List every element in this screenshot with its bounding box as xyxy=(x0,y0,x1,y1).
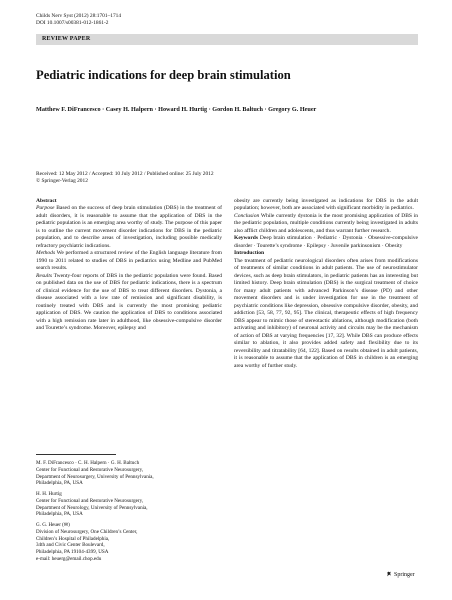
results-label: Results xyxy=(36,272,53,279)
affiliation-line: Children’s Hospital of Philadelphia, xyxy=(36,535,110,542)
copyright-line: © Springer-Verlag 2012 xyxy=(36,178,88,184)
conclusion-text: While currently dystonia is the most promising application of DBS in the pediatric population, multiple conditions currently being investigated in adults also afflict children and adolescents, and thus warrant further research. xyxy=(234,212,418,234)
affiliation-line: H. H. Hurtig xyxy=(36,491,62,497)
publisher-name: Springer xyxy=(394,572,415,578)
abstract-heading: Abstract xyxy=(36,198,57,204)
abstract-conclusion xyxy=(234,213,418,235)
affiliation-line: 34th and Civic Center Boulevard, xyxy=(36,542,105,549)
left-column xyxy=(36,198,222,333)
affiliation-block xyxy=(36,491,222,518)
author-list: Matthew F. DiFrancesco · Casey H. Halpern · Howard H. Hurtig · Gordon H. Baltuch · Gregory G. Heuer xyxy=(36,106,317,113)
introduction-heading: Introduction xyxy=(234,250,265,257)
introduction-text: The treatment of pediatric neurological disorders often arises from modifications of treatments of similar conditions in adult patients. The use of neurostimulator devices, such as deep brain stimulators, in pediatric patients has an interesting but limited history. Deep brain stimulation (DBS) is the surgical treatment of choice for many adult patients with advanced Parkinson’s disease (PD) and other movement disorders and is under investigation for use in the treatment of psychiatric conditions like depression, obsessive compulsive disorder, obesity, and addiction [53, 58, 77, 92, 95]. The clinical, therapeutic effects of high frequency DBS appear to mimic those of stereotactic ablations, although modification (both activating and inhibitory) of neuronal activity and circuits may be the mechanism of action of DBS at varying frequencies [17, 32]. While DBS can produce effects similar to ablation, it also provides added safety and flexibility due to its reversibility and titratability [64, 122]. Based on results obtained in adult patients, it is reasonable to assume that the application of DBS in children is an emerging area worthy of further study. xyxy=(234,257,418,369)
conclusion-label: Conclusion xyxy=(234,212,260,219)
results-text: Twenty-four reports of DBS in the pediatric population were found. Based on published data on the use of DBS for pediatric indications, there is a spectrum of clinical evidence for the use of DBS to treat different disorders. Dystonia, a disease associated with a low rate of remission and significant disability, is routinely treated with DBS and is currently the most promising pediatric application of DBS. We caution the application of DBS to conditions associated with a high remission rate later in adulthood, like obsessive-compulsive disorder and Tourette’s syndrome. Moreover, epilepsy and xyxy=(36,272,222,332)
abstract-continued: obesity are currently being investigated as indications for DBS in the adult population; however, both are associated with significant morbidity in pediatrics. xyxy=(234,198,418,212)
affiliation-block xyxy=(36,460,222,487)
affiliation-block xyxy=(36,522,222,563)
keywords-label: Keywords xyxy=(234,235,259,242)
abstract-results xyxy=(36,273,222,333)
affiliation-line: Center for Functional and Restorative Neurosurgery, xyxy=(36,497,144,504)
affiliation-line: G. G. Heuer (✉) xyxy=(36,522,70,528)
journal-reference xyxy=(36,13,121,27)
article-type-label: REVIEW PAPER xyxy=(42,35,91,42)
publication-dates xyxy=(36,171,214,185)
journal-citation: Childs Nerv Syst (2012) 28:1701–1714 xyxy=(36,13,122,19)
keywords xyxy=(234,235,418,250)
affiliation-line: Division of Neurosurgery, One Children’s Center, xyxy=(36,528,138,535)
methods-text: We performed a structured review of the English language literature from 1990 to 2011 related to studies of DBS in pediatrics using Medline and PubMed search results. xyxy=(36,250,222,272)
abstract-purpose xyxy=(36,205,222,250)
keywords-text: Deep brain stimulation · Pediatric · Dystonia · Obsessive-compulsive disorder · Tourette’s syndrome · Epilepsy · Juvenile parkinsonism · Obesity xyxy=(234,235,418,249)
affiliation-line: Philadelphia, PA 19104-4399, USA xyxy=(36,549,109,556)
affiliation-line: Department of Neurology, University of Pennsylvania, xyxy=(36,504,148,511)
article-type-banner xyxy=(36,34,418,45)
abstract-methods xyxy=(36,250,222,272)
purpose-text: Based on the success of deep brain stimulation (DBS) in the treatment of adult disorders, it is reasonable to assume that the application of DBS in the pediatric population is an emerging area worthy of study. The purpose of this paper is to outline the current movement disorder indications for DBS in the pediatric population, and to describe areas of investigation, including possible medically refractory psychiatric indications. xyxy=(36,205,222,249)
journal-doi: DOI 10.1007/s00381-012-1861-2 xyxy=(36,20,109,26)
affiliation-line: Department of Neurosurgery, University of Pennsylvania, xyxy=(36,473,154,480)
right-column xyxy=(234,198,418,370)
received-accepted-line: Received: 12 May 2012 / Accepted: 10 July 2012 / Published online: 25 July 2012 xyxy=(36,171,214,177)
affiliation-line: Philadelphia, PA, USA xyxy=(36,511,83,518)
publisher-mark xyxy=(386,571,415,578)
purpose-label: Purpose xyxy=(36,205,55,212)
affiliation-line: Center for Functional and Restorative Neurosurgery, xyxy=(36,466,144,473)
springer-horse-icon xyxy=(386,571,392,577)
paper-title: Pediatric indications for deep brain stimulation xyxy=(36,68,291,82)
affiliation-line: M. F. DiFrancesco · C. H. Halpern · G. H. Baltuch xyxy=(36,460,140,466)
methods-label: Methods xyxy=(36,250,56,257)
email-line[interactable]: e-mail: heuerg@email.chop.edu xyxy=(36,555,102,562)
affiliation-line: Philadelphia, PA, USA xyxy=(36,480,83,487)
affiliation-divider xyxy=(36,454,116,455)
